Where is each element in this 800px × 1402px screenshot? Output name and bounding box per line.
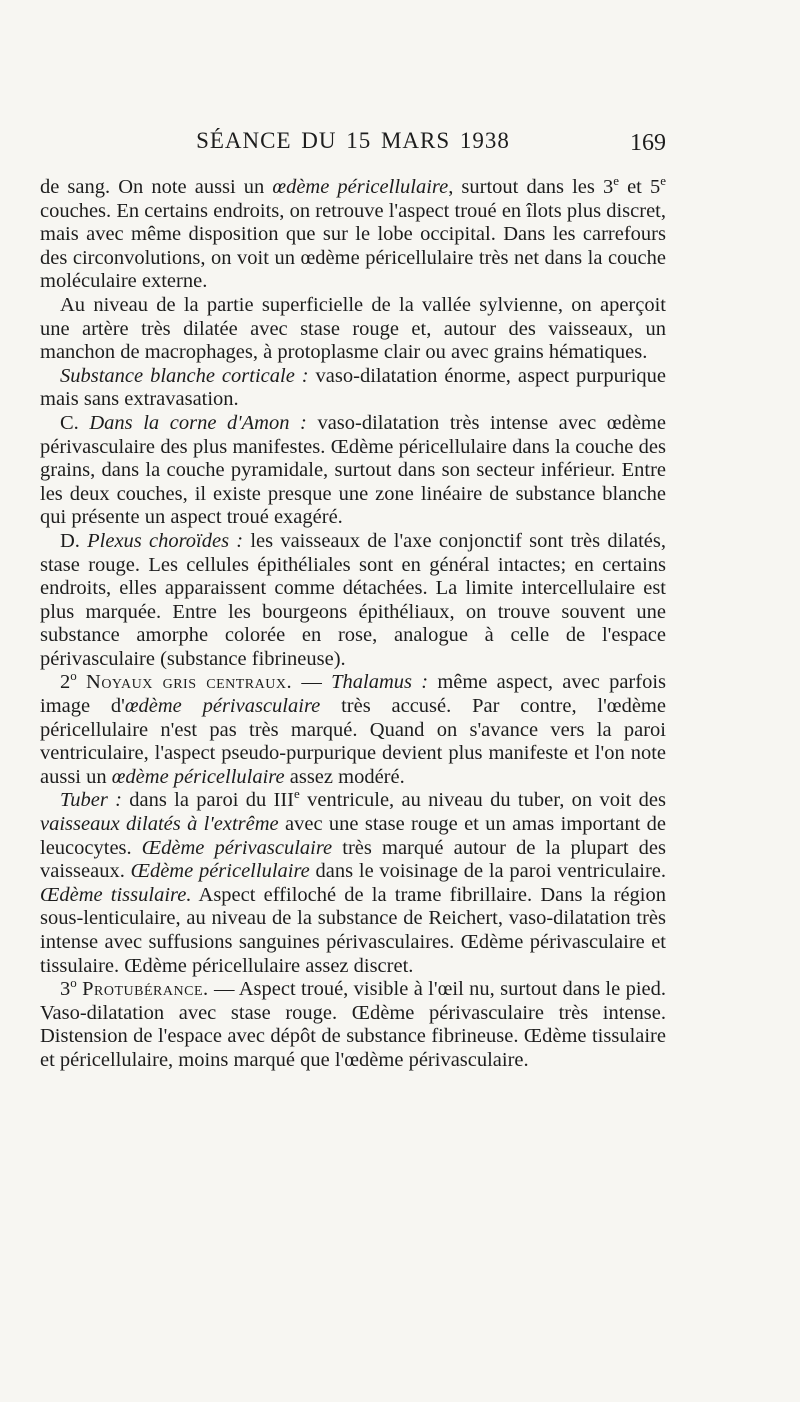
italic-run: œdème péricellulaire (111, 765, 285, 788)
italic-run: Plexus choroïdes : (87, 529, 244, 552)
text-run: dans le voisinage de la paroi ventriculaire. (309, 860, 667, 883)
superscript: o (70, 668, 77, 684)
paragraph-3 (40, 365, 666, 412)
section-heading: Protubérance. (82, 978, 209, 1001)
text-run: très marqué autour de la plupart des vaisseaux. (40, 836, 666, 883)
text-run: très accusé. Par contre, l'œdème péricellulaire n'est pas très marqué. Quand on s'avance vers la paroi ventriculaire, l'aspect pseudo-purpurique devient plus manifeste et l'on note aussi un (40, 695, 666, 788)
paragraph-4 (40, 412, 666, 530)
paragraph-7 (40, 786, 667, 978)
superscript: e (613, 173, 619, 189)
text-run: ventricule, au niveau du tuber, on voit des (299, 789, 666, 812)
italic-run: œdème péricellulaire (272, 176, 449, 198)
paragraph-8 (40, 975, 667, 1072)
italic-run: vaisseaux dilatés à l'extrême (40, 813, 279, 836)
text-run: — Aspect troué, visible à l'œil nu, surtout dans le pied. Vaso-dilatation avec stase rouge. Œdème périvasculaire très intense. Distension de l'espace avec dépôt de substance fibrineuse. Œdème tissulaire et péricellulaire, moins marqué que l'œdème périvasculaire. (40, 978, 667, 1071)
body-text (40, 173, 667, 1073)
superscript: e (660, 173, 666, 189)
paragraph-2: Au niveau de la partie superficielle de la vallée sylvienne, on aperçoit une artère très dilatée avec stase rouge et, autour des vaisseaux, un manchon de macrophages, à protoplasme clair ou avec grains hématiques. (40, 293, 666, 364)
paragraph-5 (40, 530, 666, 672)
page-number: 169 (630, 130, 666, 156)
italic-run: Tuber : (60, 789, 122, 812)
text-run: vaso-dilatation énorme, aspect purpurique mais sans extravasation. (40, 364, 667, 411)
paragraph-6 (40, 668, 666, 789)
text-run: même aspect, avec parfois image d' (40, 671, 666, 718)
paragraph-1 (40, 173, 666, 294)
section-heading: Noyaux gris centraux. (86, 671, 293, 694)
superscript: o (70, 975, 77, 991)
text-run: D. (60, 529, 88, 552)
italic-run: Thalamus : (331, 671, 429, 694)
text-run: , surtout dans les 3 (448, 176, 614, 198)
section-number: 3 (60, 978, 71, 1001)
text-run: et 5 (619, 176, 661, 198)
superscript: e (294, 786, 300, 802)
italic-run: Substance blanche corticale : (60, 364, 309, 387)
text-run: assez modéré. (284, 765, 405, 788)
text-run: de sang. On note aussi un (40, 176, 273, 198)
italic-run: Œdème péricellulaire (130, 860, 310, 883)
page-header (40, 128, 666, 162)
text-run: — (292, 671, 332, 694)
italic-run: Dans la corne d'Amon : (89, 411, 307, 434)
text-run: dans la paroi du III (121, 789, 294, 812)
running-head: SÉANCE DU 15 MARS 1938 (196, 128, 510, 153)
text-run: Aspect effiloché de la trame fibrillaire. Dans la région sous-lenticulaire, au niveau de la substance de Reichert, vaso-dilatation très intense avec suffusions sanguines périvasculaires. Œdème périvasculaire et tissulaire. Œdème péricellulaire assez discret. (40, 883, 667, 977)
italic-run: œdème périvasculaire (124, 695, 321, 718)
section-number: 2 (60, 671, 71, 694)
text-run: C. (60, 411, 90, 434)
text-run: avec une stase rouge et un amas important de leucocytes. (40, 813, 666, 859)
text-run: couches. En certains endroits, on retrouve l'aspect troué en îlots plus discret, mais avec même disposition que sur le lobe occipital. Dans les carrefours des circonvolutions, on voit un œdème péricellulaire très net dans la couche moléculaire externe. (40, 199, 666, 293)
text-run: vaso-dilatation très intense avec œdème périvasculaire des plus manifestes. Œdème péricellulaire dans la couche des grains, dans la couche pyramidale, surtout dans son secteur inférieur. Entre les deux couches, il existe presque une zone linéaire de substance blanche qui présente un aspect troué exagéré. (40, 411, 666, 529)
text-run: les vaisseaux de l'axe conjonctif sont très dilatés, stase rouge. Les cellules épithéliales sont en général intactes; en certains endroits, elles apparaissent comme détachées. La limite intercellulaire est plus marquée. Entre les bourgeons épithéliaux, on trouve souvent une substance amorphe colorée en rose, analogue à celle de l'espace périvasculaire (substance fibrineuse). (40, 529, 666, 670)
italic-run: Œdème tissulaire. (40, 883, 192, 906)
italic-run: Œdème périvasculaire (141, 836, 333, 859)
